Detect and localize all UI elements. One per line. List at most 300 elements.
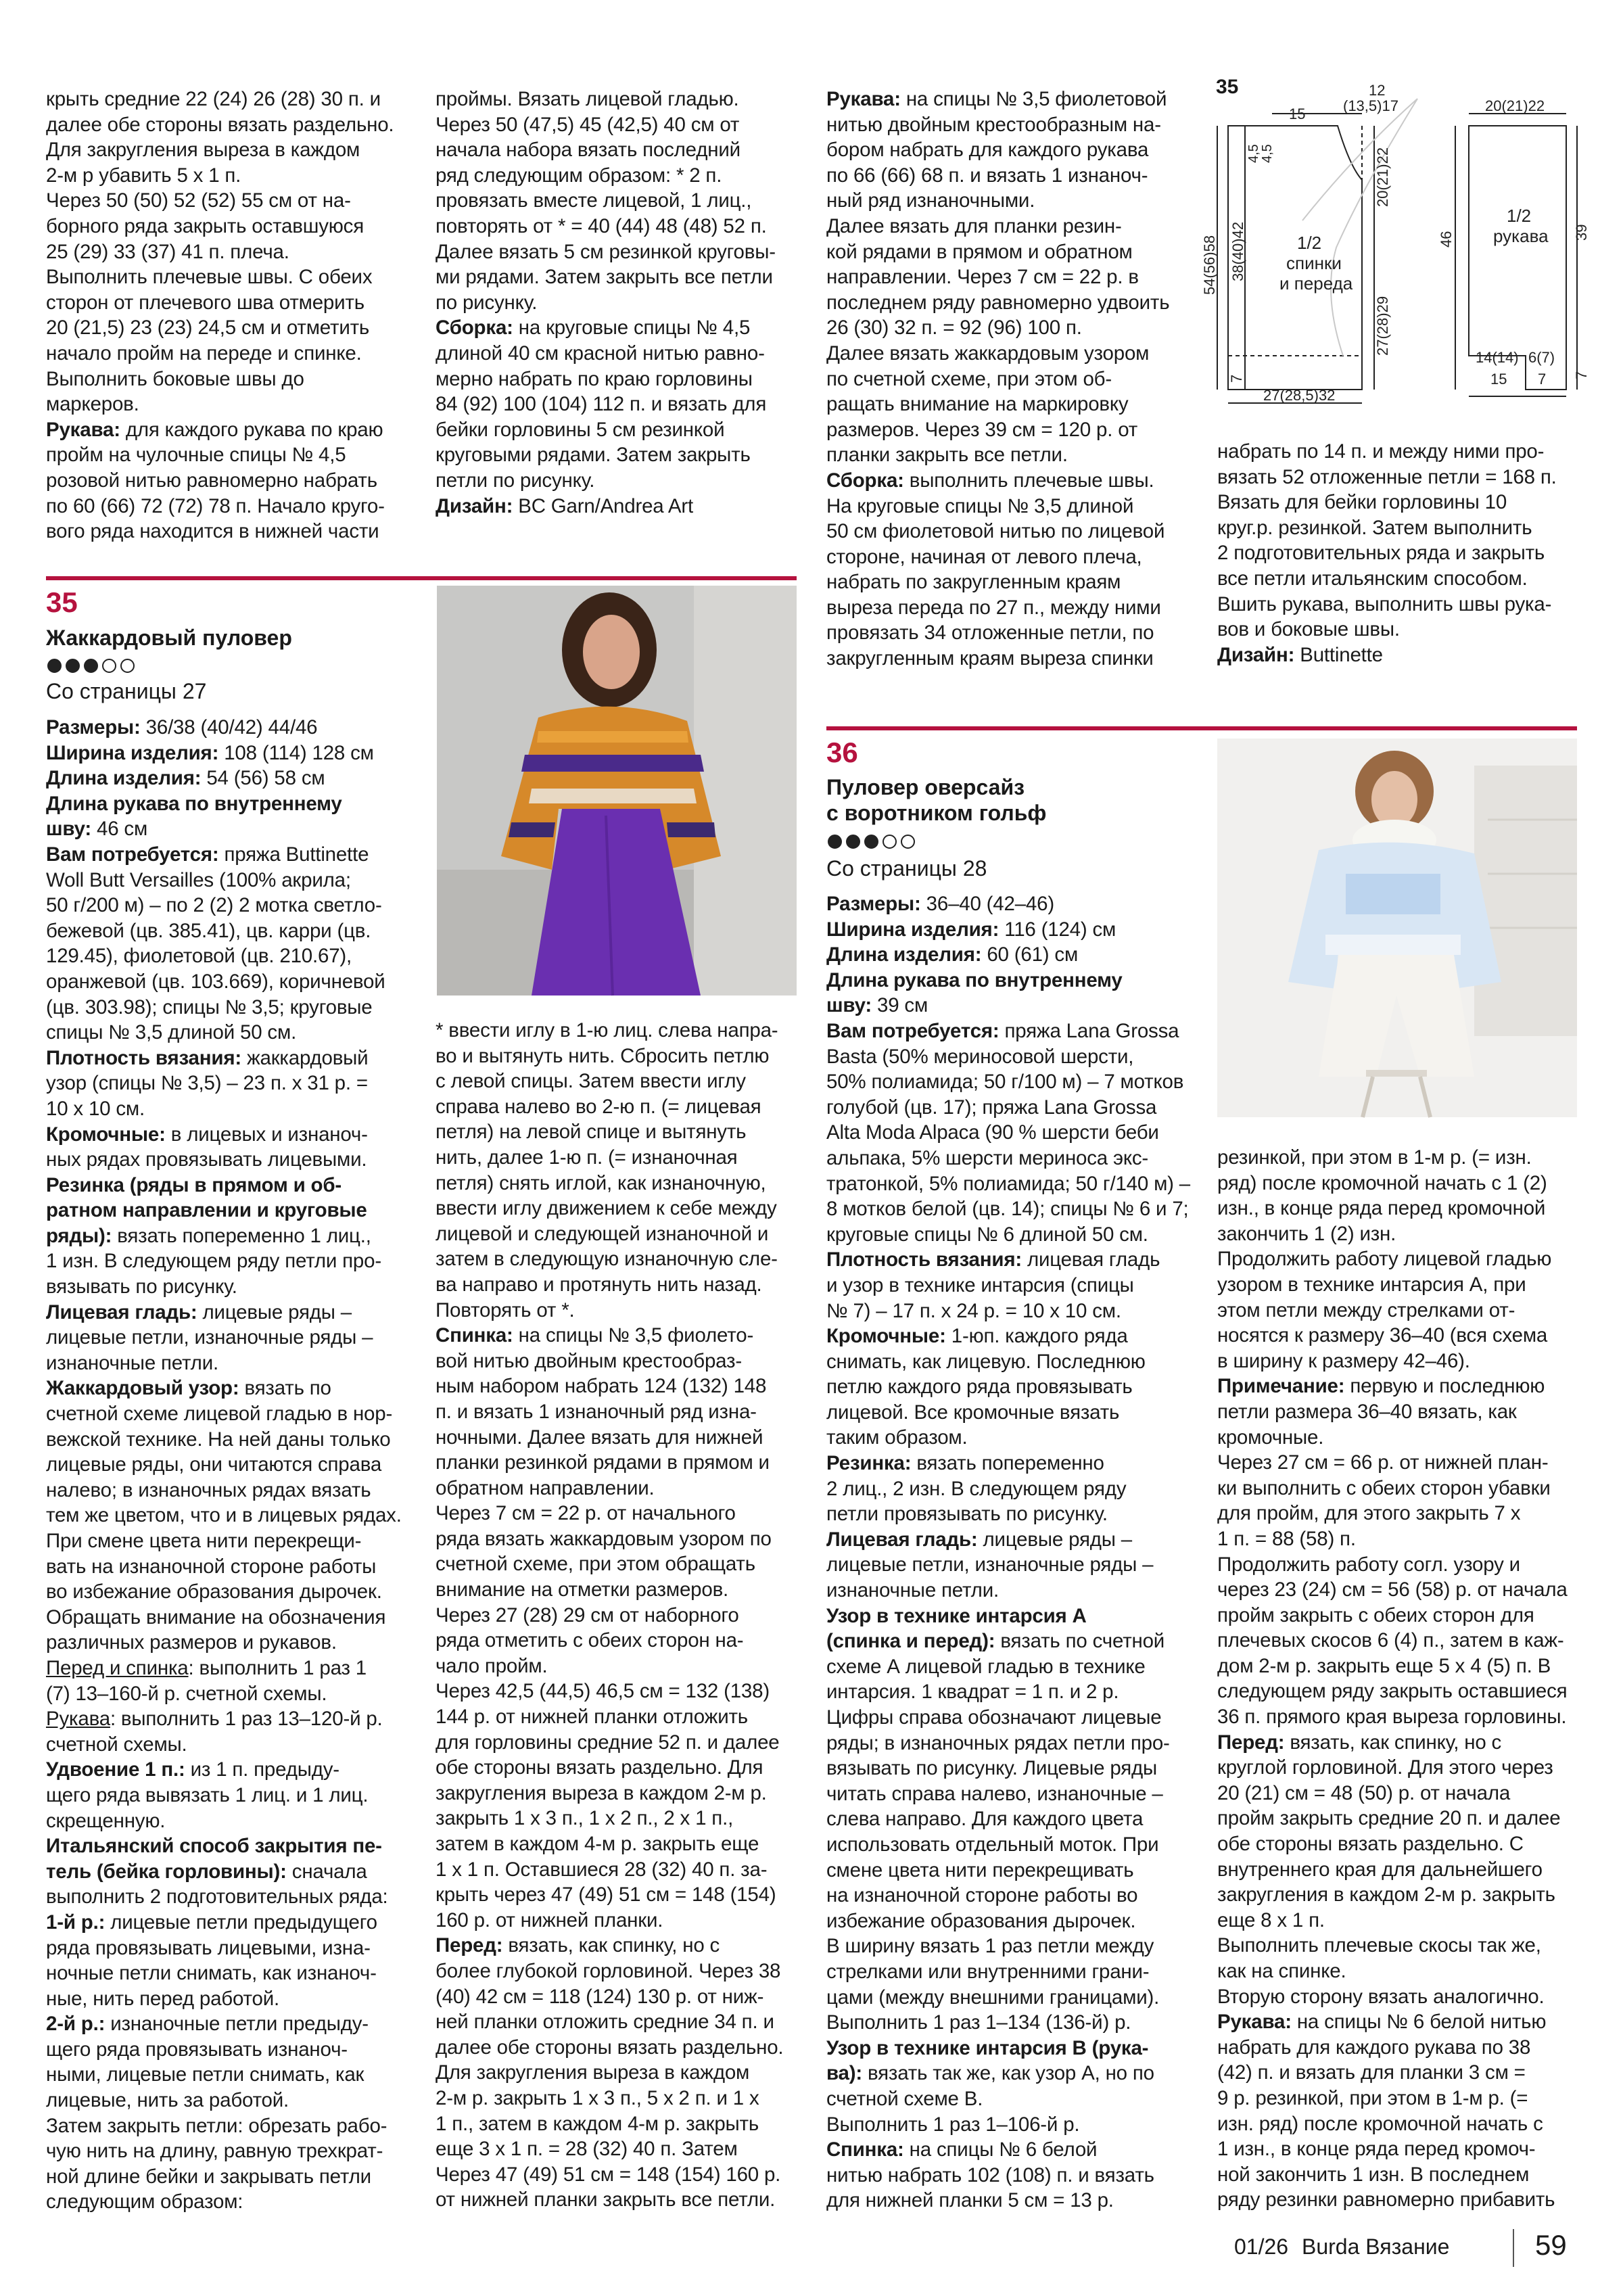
text-line: Выполнить 1 раз 1–134 (136-й) р.	[826, 2011, 1131, 2034]
text-line: * ввести иглу в 1-ю лиц. слева напра-	[436, 1019, 778, 1041]
text-line: Затем закрыть петли: обрезать рабо-	[46, 2114, 387, 2137]
text-line: 1 п. = 88 (58) п.	[1217, 1527, 1356, 1550]
text-line-body: 1-юп. каждого ряда	[945, 1325, 1128, 1348]
text-line-body: на спицы № 3,5 фиолето-	[513, 1324, 754, 1347]
text-line-label: Размеры:	[826, 893, 921, 915]
text-line: 8 мотков белой (цв. 14); спицы № 6 и 7;	[826, 1198, 1189, 1221]
text-line: снимать, как лицевую. Последнюю	[826, 1350, 1146, 1373]
text-line: на изнаночной стороне работы во	[826, 1884, 1138, 1907]
difficulty-dot-empty	[883, 835, 897, 849]
text-line: тем же цветом, что и в лицевых рядах.	[46, 1504, 402, 1527]
text-line: 1 п., затем в каждом 4-м р. закрыть	[436, 2112, 759, 2135]
text-line: пройм на чулочные спицы № 4,5	[46, 444, 346, 467]
text-line: затем в следующую изнаночную сле-	[436, 1248, 778, 1271]
text-line: Через 7 см = 22 р. от начального	[436, 1502, 736, 1525]
text-line: слева направо. Для каждого цвета	[826, 1808, 1144, 1831]
text-line: все петли итальянским способом.	[1217, 567, 1528, 590]
text-line	[46, 1757, 411, 1783]
difficulty-dots-36	[828, 835, 915, 849]
text-line: Через 27 см = 66 р. от нижней план-	[1217, 1451, 1549, 1474]
text-line	[46, 2011, 411, 2037]
text-line-label: Дизайн:	[1217, 643, 1295, 666]
text-line: закрыть 1 х 3 п., 1 х 2 п., 2 х 1 п.,	[436, 1807, 734, 1830]
svg-text:4,5: 4,5	[1246, 144, 1261, 163]
text-line-label: Сборка:	[826, 469, 904, 492]
text-line: Woll Butt Versailles (100% акрила;	[46, 868, 351, 891]
difficulty-dot-filled	[47, 659, 62, 673]
svg-text:6(7): 6(7)	[1528, 349, 1555, 366]
text-line: голубой (цв. 17); пряжа Lana Grossa	[826, 1096, 1157, 1119]
difficulty-dot-filled	[84, 659, 98, 673]
text-line-body: на круговые спицы № 4,5	[513, 317, 751, 339]
text-line: ночные петли снимать, как изнаноч-	[46, 1962, 377, 1985]
text-line: узор (спицы № 3,5) – 23 п. х 31 р. =	[46, 1072, 368, 1095]
text-line-body: вязать, как спинку, но с	[502, 1934, 720, 1957]
text-line-label: Рукава:	[1217, 2011, 1292, 2034]
text-line-label: Удвоение 1 п.:	[46, 1758, 185, 1781]
text-line	[826, 891, 1192, 917]
text-line: На круговые спицы № 3,5 длиной	[826, 494, 1134, 517]
text-line: 20 (21,5) 23 (23) 24,5 см и отметить	[46, 317, 370, 339]
text-line	[826, 993, 1192, 1018]
text-line-label: Длина рукава по внутреннему	[46, 792, 342, 815]
svg-text:27(28,5)32: 27(28,5)32	[1263, 387, 1336, 404]
text-line: сторон от плечевого шва отмерить	[46, 291, 364, 314]
text-line: Через 50 (47,5) 45 (42,5) 40 см от	[436, 113, 740, 136]
text-line: начало пройм на переде и спинке.	[46, 342, 362, 365]
text-line: затем в каждом 4-м р. закрыть еще	[436, 1833, 759, 1855]
text-line: крыть средние 22 (24) 26 (28) 30 п. и	[46, 88, 381, 110]
text-line-label: шву:	[826, 994, 872, 1017]
text-line: для горловины средние 52 п. и далее	[436, 1731, 780, 1754]
col3-top-text	[826, 87, 1192, 672]
text-line: закончить 1 (2) изн.	[1217, 1222, 1396, 1245]
text-line: набрать по 14 п. и между ними про-	[1217, 440, 1545, 463]
photo-jacquard-pullover	[437, 586, 797, 995]
text-line: лицевые, нить за работой.	[46, 2089, 289, 2112]
text-line: по 66 (66) 68 п. и вязать 1 изнаноч-	[826, 164, 1148, 187]
text-line: 2 подготовительных ряда и закрыть	[1217, 542, 1545, 565]
text-line-label: Ширина изделия:	[826, 918, 999, 941]
text-line: по рисунку.	[436, 291, 538, 314]
text-line: различных размеров и рукавов.	[46, 1631, 337, 1654]
text-line: петли провязывать по рисунку.	[826, 1503, 1108, 1526]
text-line: носятся к размеру 36–40 (вся схема	[1217, 1324, 1548, 1347]
text-line-body: пряжа Buttinette	[218, 843, 369, 866]
text-line: ряда отметить с обеих сторон на-	[436, 1629, 744, 1652]
text-line-label: Плотность вязания:	[826, 1248, 1022, 1271]
text-line-label: Длина изделия:	[46, 767, 202, 790]
pattern-title-36-line2: с воротником гольф	[826, 801, 1047, 825]
text-line	[436, 494, 801, 519]
svg-text:(13,5)17: (13,5)17	[1343, 97, 1398, 114]
text-line-label: Ширина изделия:	[46, 741, 219, 764]
col2-top-text	[436, 87, 801, 519]
text-line: ва направо и протянуть нить назад.	[436, 1273, 762, 1296]
text-line: петли по рисунку.	[436, 469, 595, 492]
text-line-label: Кромочные:	[826, 1325, 946, 1348]
text-line: чало пройм.	[436, 1654, 548, 1677]
text-line: ных рядах провязывать лицевыми.	[46, 1148, 367, 1171]
text-line	[826, 1247, 1192, 1273]
text-line	[46, 741, 411, 766]
text-line-body: : выполнить 1 раз 1	[188, 1656, 367, 1679]
text-line-label: Резинка:	[826, 1452, 912, 1475]
text-line: лицевые ряды, они читаются справа	[46, 1453, 382, 1476]
text-line-label: Узор в технике интарсия А	[826, 1604, 1087, 1627]
text-line: скрещенную.	[46, 1809, 166, 1832]
text-line: как на спинке.	[1217, 1960, 1346, 1982]
text-line-body: 60 (61) см	[981, 943, 1079, 966]
text-line-label: (спинка и перед):	[826, 1630, 995, 1653]
text-line: Выполнить боковые швы до маркеров.	[46, 367, 304, 416]
text-line: еще 8 х 1 п.	[1217, 1908, 1325, 1931]
text-line-body: 36/38 (40/42) 44/46	[140, 716, 318, 739]
text-line-body: пряжа Lana Grossa	[999, 1019, 1179, 1042]
text-line: стороне, начиная от левого плеча,	[826, 545, 1142, 568]
text-line: повторять от * = 40 (44) 48 (48) 52 п.	[436, 214, 767, 237]
text-line: интарсия. 1 квадрат = 1 п. и 2 р.	[826, 1681, 1119, 1704]
text-line: щего ряда вывязать 1 лиц. и 1 лиц.	[46, 1783, 369, 1806]
text-line: от нижней планки закрыть все петли.	[436, 2188, 776, 2211]
difficulty-dot-empty	[901, 835, 915, 849]
text-line	[436, 1323, 801, 1349]
text-line: Продолжить работу лицевой гладью	[1217, 1248, 1552, 1271]
text-line: нитью набрать 102 (108) п. и вязать	[826, 2163, 1154, 2186]
svg-text:1/2: 1/2	[1507, 206, 1532, 226]
pattern-number-36: 36	[826, 736, 858, 768]
svg-text:рукава: рукава	[1493, 226, 1549, 246]
text-line: вежской технике. На ней даны только	[46, 1428, 391, 1451]
text-line: внутреннего края для дальнейшего	[1217, 1858, 1543, 1881]
text-line: изнаночные петли.	[826, 1579, 999, 1602]
text-line: вов и боковые швы.	[1217, 618, 1400, 641]
text-line: направлении. Через 7 см = 22 р. в	[826, 266, 1139, 289]
text-line-label: Кромочные:	[46, 1123, 166, 1146]
text-line: бором набрать для каждого рукава	[826, 139, 1149, 162]
text-line-body: на спицы № 6 белой нитью	[1291, 2011, 1547, 2034]
text-line	[1217, 2009, 1582, 2035]
text-line: Далее вязать жаккардовым узором	[826, 342, 1150, 365]
text-line: провязать вместе лицевой, 1 лиц.,	[436, 189, 752, 212]
text-line	[46, 1300, 411, 1326]
text-line: далее обе стороны вязать раздельно.	[436, 2036, 784, 2059]
svg-text:20(21)22: 20(21)22	[1485, 97, 1545, 114]
text-line: вязывать по рисунку.	[46, 1275, 237, 1298]
text-line	[46, 1198, 411, 1223]
text-line	[826, 2137, 1192, 2163]
text-line: щего ряда провязывать изнаноч-	[46, 2038, 348, 2061]
text-line: смене цвета нити перекрещивать	[826, 1858, 1134, 1881]
text-line	[826, 1629, 1192, 1654]
text-line-label: Плотность вязания:	[46, 1046, 241, 1069]
text-line: 20 (21) см = 48 (50) р. от начала	[1217, 1781, 1511, 1804]
text-line: тратонкой, 5% полиамида; 50 г/140 м) –	[826, 1172, 1190, 1195]
text-line	[436, 1933, 801, 1959]
text-line: (42) п. и вязать для планки 3 см =	[1217, 2061, 1526, 2084]
text-line	[826, 917, 1192, 943]
text-line: чую нить на длину, равную трехкрат-	[46, 2140, 383, 2163]
text-line-label: 2-й р.:	[46, 2013, 105, 2036]
text-line: вязать 52 отложенные петли = 168 п.	[1217, 465, 1557, 488]
text-line: 10 х 10 см.	[46, 1097, 145, 1120]
text-line: 9 р. резинкой, при этом в 1-м р. (=	[1217, 2086, 1528, 2109]
pattern-schema	[1201, 72, 1593, 423]
text-line: пройм закрыть средние 20 п. и далее	[1217, 1807, 1561, 1830]
text-line: справа налево во 2-ю п. (= лицевая	[436, 1095, 761, 1118]
text-line	[46, 842, 411, 868]
text-line: следующим образом:	[46, 2190, 243, 2213]
col1-top-text	[46, 87, 398, 544]
text-line: через 23 (24) см = 56 (58) р. от начала	[1217, 1578, 1568, 1601]
text-line: вой нитью двойным крестообраз-	[436, 1349, 742, 1372]
text-line-label: шву:	[46, 818, 92, 841]
text-line: Для закругления выреза в каждом	[436, 2061, 750, 2084]
text-line	[826, 942, 1192, 968]
text-line: узором в технике интарсия А, при	[1217, 1273, 1526, 1296]
text-line: для пройм, для этого закрыть 7 х	[1217, 1502, 1521, 1525]
text-line-label: Итальянский способ закрытия пе-	[46, 1835, 382, 1858]
text-line: круговые спицы № 6 длиной 50 см.	[826, 1223, 1148, 1246]
text-line: розовой нитью равномерно набрать	[46, 469, 377, 492]
text-line: Через 47 (49) 51 см = 148 (154) 160 р.	[436, 2163, 781, 2186]
col4-top-text	[1217, 439, 1582, 667]
text-line-body: : выполнить 1 раз 13–120-й р.	[110, 1708, 383, 1731]
text-line: бейки горловины 5 см резинкой	[436, 418, 725, 441]
text-line: борного ряда закрыть оставшуюся	[46, 214, 364, 237]
svg-text:38(40)42: 38(40)42	[1229, 221, 1246, 281]
text-line-body: в лицевых и изнаноч-	[165, 1123, 368, 1146]
text-line	[826, 2036, 1192, 2061]
text-line-label: Узор в технике интарсия В (рука-	[826, 2036, 1149, 2059]
svg-text:7: 7	[1228, 374, 1245, 383]
text-line-label: Вам потребуется:	[46, 843, 219, 866]
text-line: ряды; в изнаночных рядах петли про-	[826, 1731, 1170, 1754]
text-line: Вшить рукава, выполнить швы рука-	[1217, 592, 1552, 615]
svg-text:и переда: и переда	[1279, 273, 1353, 294]
text-line-label: ва):	[826, 2062, 863, 2085]
section-35-rule	[46, 576, 797, 580]
text-line-label: Сборка:	[436, 317, 513, 339]
text-line-body: 54 (56) 58 см	[201, 767, 325, 790]
text-line: ряда провязывать лицевыми, изна-	[46, 1936, 371, 1959]
text-line: круг.р. резинкой. Затем выполнить	[1217, 516, 1532, 539]
text-line	[826, 968, 1192, 993]
text-line-label: Рукава:	[826, 88, 901, 110]
magazine-name: Burda Вязание	[1302, 2234, 1450, 2259]
text-line-body: лицевые ряды –	[197, 1301, 352, 1323]
page-reference-36: Со страницы 28	[826, 856, 987, 881]
text-line: во и вытянуть нить. Сбросить петлю	[436, 1044, 770, 1067]
text-line: ряду резинки равномерно прибавить	[1217, 2188, 1555, 2211]
svg-text:спинки: спинки	[1286, 253, 1342, 273]
text-line-body: на спицы № 3,5 фиолетовой	[900, 88, 1167, 110]
text-line: лицевые петли, изнаночные ряды –	[46, 1326, 373, 1349]
text-line: счетной схеме В.	[826, 2087, 983, 2110]
text-line-body: лицевая гладь	[1021, 1248, 1160, 1271]
text-line-body: 36–40 (42–46)	[920, 893, 1054, 915]
text-line: обратном направлении.	[436, 1476, 655, 1499]
text-line: спицы № 3,5 длиной 50 см.	[46, 1021, 297, 1044]
text-line-body: BC Garn/Andrea Art	[513, 494, 693, 517]
text-line: Повторять от *.	[436, 1298, 575, 1321]
text-line: 2-м р. закрыть 1 х 3 п., 5 х 2 п. и 1 х	[436, 2086, 759, 2109]
col1-section-35-text	[46, 715, 411, 2215]
text-line	[46, 816, 411, 842]
text-line: 50% полиамида; 50 г/100 м) – 7 мотков	[826, 1071, 1184, 1094]
text-line: кой рядами в прямом и обратном	[826, 240, 1133, 263]
text-line: вязывать по рисунку. Лицевые ряды	[826, 1757, 1158, 1780]
text-line: Далее вязать для планки резин-	[826, 214, 1122, 237]
text-line-label: Рукава:	[46, 418, 120, 441]
text-line-body: выполнить плечевые швы.	[903, 469, 1154, 492]
text-line: 84 (92) 100 (104) 112 п. и вязать для	[436, 393, 767, 416]
section-36-rule	[826, 726, 1577, 730]
text-line: 129.45), фиолетовой (цв. 210.67),	[46, 945, 352, 968]
text-line: в ширину к размеру 42–46).	[1217, 1349, 1470, 1372]
text-line	[826, 1018, 1192, 1044]
text-line: круговыми рядами. Затем закрыть	[436, 444, 751, 467]
text-line: Выполнить плечевые скосы так же,	[1217, 1934, 1541, 1957]
text-line: При смене цвета нити перекрещи-	[46, 1530, 362, 1552]
text-line: таким образом.	[826, 1426, 968, 1449]
text-line: стрелками или внутренними грани-	[826, 1960, 1150, 1983]
text-line-body: Buttinette	[1294, 643, 1383, 666]
text-line: 36 п. прямого края выреза горловины.	[1217, 1706, 1567, 1729]
text-line: по 60 (66) 72 (72) 78 п. Начало круго-	[46, 494, 385, 517]
text-line-body: 108 (114) 128 см	[218, 741, 374, 764]
text-line: цами (между внешними границами).	[826, 1986, 1160, 2009]
text-line: кромочные.	[1217, 1426, 1324, 1449]
text-line	[826, 87, 1192, 112]
text-line: внимание на отметки размеров.	[436, 1578, 729, 1601]
text-line: Выполнить плечевые швы. С обеих	[46, 266, 373, 289]
text-line-label: ратном направлении и круговые	[46, 1199, 367, 1222]
text-line: вого ряда находится в нижней части	[46, 520, 379, 543]
text-line: Далее вязать 5 см резинкой круговы-	[436, 240, 776, 263]
text-line: счетной схемы.	[46, 1733, 187, 1756]
text-line	[46, 766, 411, 791]
svg-text:1/2: 1/2	[1297, 233, 1322, 253]
text-line	[826, 1323, 1192, 1349]
difficulty-dot-filled	[864, 835, 878, 849]
text-line: изнаночные петли.	[46, 1351, 218, 1374]
difficulty-dots-35	[47, 659, 135, 673]
difficulty-dot-filled	[66, 659, 80, 673]
text-line: дом 2-м р. закрыть еще 5 х 4 (5) п. В	[1217, 1654, 1551, 1677]
text-line	[46, 1122, 411, 1148]
text-line: налево; в изнаночных рядах вязать	[46, 1478, 371, 1501]
text-line: избежание образования дырочек.	[826, 1909, 1136, 1932]
text-line: провязать 34 отложенные петли, по	[826, 622, 1154, 645]
text-line: ночными. Далее вязать для нижней	[436, 1426, 763, 1449]
difficulty-dot-filled	[846, 835, 860, 849]
text-line-body: вязать попеременно	[911, 1452, 1104, 1475]
text-line	[46, 1910, 411, 1936]
text-line-label: Длина рукава по внутреннему	[826, 968, 1123, 991]
text-line-label: Резинка (ряды в прямом и об-	[46, 1173, 342, 1196]
text-line: ней планки отложить средние 34 п. и	[436, 2011, 774, 2034]
feather-decoration	[1302, 99, 1417, 356]
text-line-body: вязать попеременно 1 лиц.,	[112, 1224, 371, 1247]
text-line-label: Спинка:	[436, 1324, 513, 1347]
text-line: изн. ряд) после кромочной начать с	[1217, 2112, 1543, 2135]
text-line: лицевой. Все кромочные вязать	[826, 1401, 1120, 1424]
svg-text:20(21)22: 20(21)22	[1374, 147, 1391, 207]
text-line: резинкой, при этом в 1-м р. (= изн.	[1217, 1146, 1532, 1169]
text-line: Basta (50% мериносовой шерсти,	[826, 1045, 1134, 1068]
text-line	[46, 1833, 411, 1859]
text-line: обе стороны вязать раздельно. Для	[436, 1756, 763, 1779]
text-line: бежевой (цв. 385.41), цв. карри (цв.	[46, 919, 371, 942]
text-line-body: сначала	[286, 1860, 367, 1883]
text-line: Цифры справа обозначают лицевые	[826, 1706, 1162, 1729]
text-line	[46, 1376, 411, 1401]
text-line: ращать внимание на маркировку	[826, 393, 1129, 416]
text-line-body: из 1 п. предыду-	[185, 1758, 339, 1781]
text-line	[46, 1859, 411, 1885]
text-line: читать справа налево, изнаночные –	[826, 1782, 1163, 1805]
text-line-body: для каждого рукава по краю	[120, 418, 383, 441]
svg-text:54(56)58: 54(56)58	[1201, 235, 1218, 295]
text-line: набрать для каждого рукава по 38	[1217, 2036, 1531, 2059]
text-line: Вязать для бейки горловины 10	[1217, 491, 1507, 514]
col4-section-36-text	[1217, 1145, 1582, 2213]
text-line: с левой спицы. Затем ввести иглу	[436, 1070, 746, 1093]
text-line: Выполнить 1 раз 1–106-й р.	[826, 2113, 1080, 2136]
text-line-label: 1-й р.:	[46, 1911, 105, 1934]
text-line: Продолжить работу согл. узору и	[1217, 1553, 1520, 1576]
text-line: лицевой и следующей изнаночной и	[436, 1222, 769, 1245]
text-line-label: Лицевая гладь:	[826, 1528, 978, 1551]
text-line: набрать по закругленным краям	[826, 571, 1121, 594]
text-line: и узор в технике интарсия (спицы	[826, 1273, 1134, 1296]
text-line: (40) 42 см = 118 (124) 130 р. от ниж-	[436, 1985, 764, 2008]
text-line: закругленным краям выреза спинки	[826, 647, 1154, 670]
text-line	[46, 1046, 411, 1071]
text-line: выреза переда по 27 п., между ними	[826, 596, 1161, 619]
text-line: № 7) – 17 п. х 24 р. = 10 х 10 см.	[826, 1299, 1121, 1322]
text-line: счетной схеме, при этом обращать	[436, 1553, 755, 1576]
text-line: счетной схеме лицевой гладью в нор-	[46, 1403, 393, 1426]
text-line-body: 39 см	[872, 994, 928, 1017]
svg-text:7: 7	[1538, 371, 1547, 388]
text-line: вать на изнаночной стороне работы	[46, 1555, 377, 1578]
text-line: более глубокой горловиной. Через 38	[436, 1959, 781, 1982]
text-line-body: первую и последнюю	[1344, 1375, 1545, 1398]
text-line: В ширину вязать 1 раз петли между	[826, 1935, 1154, 1958]
text-line: петля) снять иглой, как изнаночную,	[436, 1171, 766, 1194]
text-line-label: Перед:	[436, 1934, 503, 1957]
text-line: использовать отдельный моток. При	[826, 1833, 1159, 1856]
text-line-body: 46 см	[91, 818, 148, 841]
text-line	[436, 315, 801, 341]
difficulty-dot-empty	[102, 659, 116, 673]
text-line-body: изнаночные петли предыду-	[105, 2013, 369, 2036]
svg-text:39: 39	[1573, 224, 1590, 241]
text-line: начала набора вязать последний	[436, 139, 740, 162]
text-line: Через 42,5 (44,5) 46,5 см = 132 (138)	[436, 1680, 770, 1703]
text-line: 2-м р убавить 5 х 1 п.	[46, 164, 241, 187]
text-line	[826, 468, 1192, 494]
text-line-label: Длина изделия:	[826, 943, 982, 966]
text-line: проймы. Вязать лицевой гладью.	[436, 88, 739, 110]
text-line: лицевые петли, изнаночные ряды –	[826, 1553, 1154, 1576]
text-line-body: лицевые ряды –	[977, 1528, 1132, 1551]
text-line: ввести иглу движением к себе между	[436, 1197, 777, 1220]
text-line: крыть через 47 (49) 51 см = 148 (154)	[436, 1883, 776, 1906]
text-line	[46, 417, 398, 443]
